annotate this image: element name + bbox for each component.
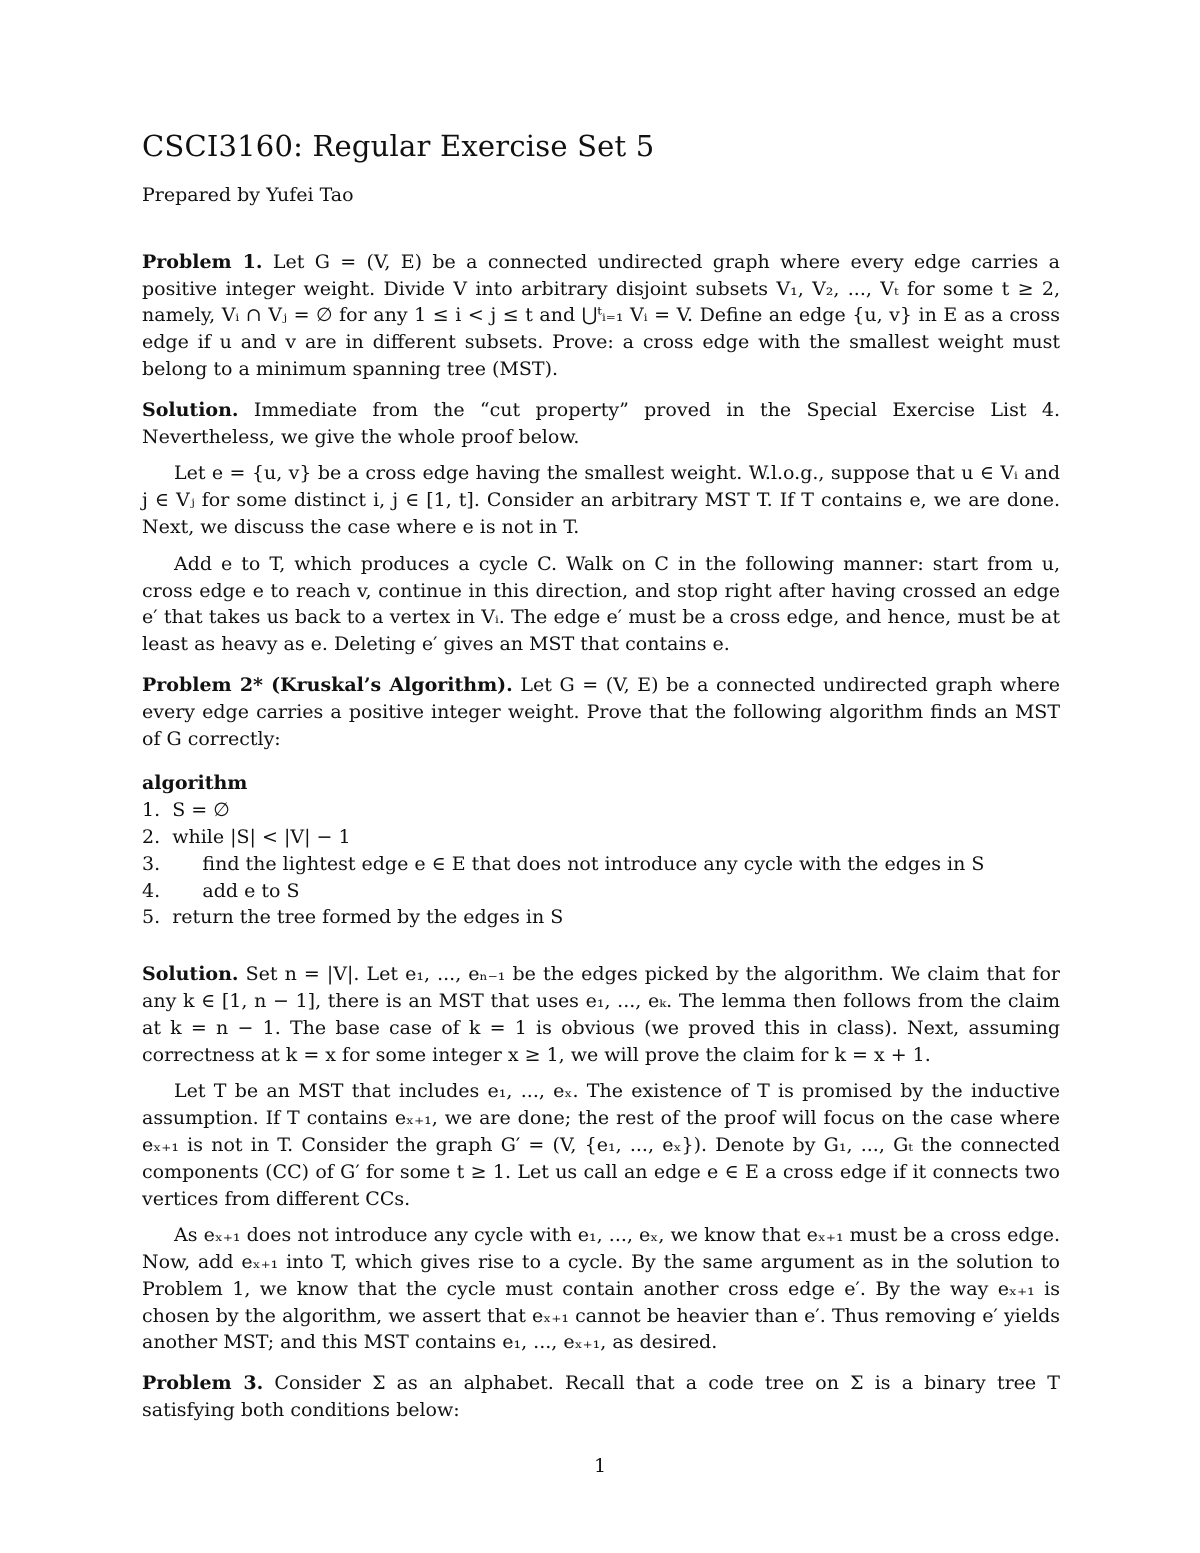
solution-1-p1 <box>142 397 1060 451</box>
solution-1-p2: Let e = {u, v} be a cross edge having the smallest weight. W.l.o.g., suppose that u ∈ Vᵢ and j ∈ Vⱼ for some distinct i, j ∈ [1, t]. Consider an arbitrary MST T. If T contains e, we are done. Next, we discuss the case where e is not in T. <box>142 462 1060 538</box>
solution-1-text: Immediate from the “cut property” proved in the Special Exercise List 4. Nevertheless, we give the whole proof below. <box>142 398 1060 448</box>
solution-2-label: Solution. <box>142 963 239 986</box>
problem-2-text: Let G = (V, E) be a connected undirected graph where every edge carries a positive integer weight. Prove that the following algorithm finds an MST of G correctly: <box>142 673 1060 750</box>
page-number: 1 <box>593 1455 607 1477</box>
solution-2-p3: As eₓ₊₁ does not introduce any cycle with e₁, ..., eₓ, we know that eₓ₊₁ must be a cross edge. Now, add eₓ₊₁ into T, which gives rise to a cycle. By the same argument as in the solution to Problem 1, we know that the cycle must contain another cross edge e′. By the way eₓ₊₁ is chosen by the algorithm, we assert that eₓ₊₁ cannot be heavier than e′. Thus removing e′ yields another MST; and this MST contains e₁, ..., eₓ₊₁, as desired. <box>142 1224 1060 1354</box>
page-title: CSCI3160: Regular Exercise Set 5 <box>142 129 655 163</box>
solution-2-text: Set n = |V|. Let e₁, ..., eₙ₋₁ be the edges picked by the algorithm. We claim that for any k ∈ [1, n − 1], there is an MST that uses e₁, ..., eₖ. The lemma then follows from the claim at k = n − 1. The base case of k = 1 is obvious (we proved this in class). Next, assuming correctness at k = x for some integer x ≥ 1, we will prove the claim for k = x + 1. <box>142 963 1060 1066</box>
algorithm-line: 5. return the tree formed by the edges in S <box>142 906 564 929</box>
solution-2-p1 <box>142 961 1060 1068</box>
algorithm-line: 1. S = ∅ <box>142 799 230 822</box>
problem-2-label: Problem 2* (Kruskal’s Algorithm). <box>142 673 513 696</box>
problem-2 <box>142 672 1060 752</box>
algorithm-line: 3. find the lightest edge e ∈ E that does not introduce any cycle with the edges in S <box>142 852 985 875</box>
problem-1 <box>142 249 1060 383</box>
solution-1-p3: Add e to T, which produces a cycle C. Walk on C in the following manner: start from u, cross edge e to reach v, continue in this direction, and stop right after having crossed an edge e′ that takes us back to a vertex in Vᵢ. The edge e′ must be a cross edge, and hence, must be at least as heavy as e. Deleting e′ gives an MST that contains e. <box>142 552 1060 656</box>
solution-2-p2: Let T be an MST that includes e₁, ..., eₓ. The existence of T is promised by the inductive assumption. If T contains eₓ₊₁, we are done; the rest of the proof will focus on the case where eₓ₊₁ is not in T. Consider the graph G′ = (V, {e₁, ..., eₓ}). Denote by G₁, ..., Gₜ the connected components (CC) of G′ for some t ≥ 1. Let us call an edge e ∈ E a cross edge if it connects two vertices from different CCs. <box>142 1080 1060 1210</box>
algorithm-line: 4. add e to S <box>142 879 300 902</box>
algorithm-line: 2. while |S| < |V| − 1 <box>142 825 351 848</box>
algorithm-block <box>142 770 1060 931</box>
problem-1-label: Problem 1. <box>142 250 263 273</box>
problem-3-text: Consider Σ as an alphabet. Recall that a code tree on Σ is a binary tree T satisfying both conditions below: <box>142 1372 1060 1422</box>
solution-1-label: Solution. <box>142 398 239 421</box>
algorithm-header: algorithm <box>142 772 248 795</box>
document-page <box>142 128 1060 1434</box>
problem-1-text: Let G = (V, E) be a connected undirected graph where every edge carries a positive integer weight. Divide V into arbitrary disjoint subsets V₁, V₂, ..., Vₜ for some t ≥ 2, namely, Vᵢ ∩ Vⱼ = ∅ for any 1 ≤ i < j ≤ t and ⋃ᵗᵢ₌₁ Vᵢ = V. Define an edge {u, v} in E as a cross edge if u and v are in different subsets. Prove: a cross edge with the smallest weight must belong to a minimum spanning tree (MST). <box>142 250 1061 380</box>
problem-3 <box>142 1370 1060 1424</box>
author-line: Prepared by Yufei Tao <box>142 184 354 206</box>
problem-3-label: Problem 3. <box>142 1372 264 1395</box>
